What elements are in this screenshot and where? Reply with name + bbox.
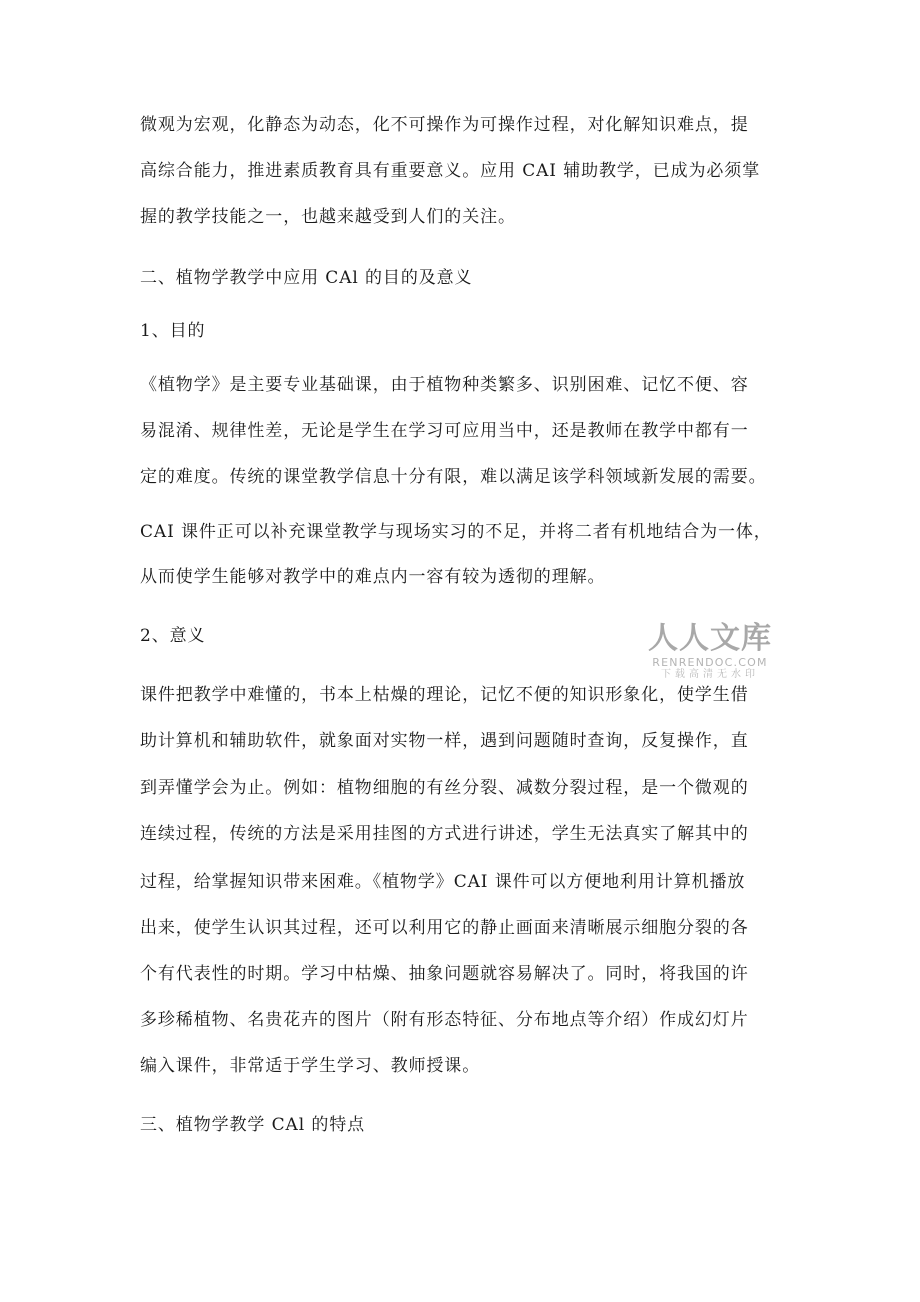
text-line: 连续过程，传统的方法是采用挂图的方式进行讲述，学生无法真实了解其中的 (140, 824, 749, 844)
text-line: 高综合能力，推进素质教育具有重要意义。应用 CAI 辅助教学，已成为必须掌 (140, 161, 761, 181)
watermark-subtitle: 下载高清无水印 (661, 669, 759, 680)
text-line: 到弄懂学会为止。例如：植物细胞的有丝分裂、减数分裂过程，是一个微观的 (140, 778, 749, 798)
text-line: 过程，给掌握知识带来困难。《植物学》CAI 课件可以方便地利用计算机播放 (140, 872, 746, 892)
watermark-url: RENRENDOC.COM (652, 656, 768, 669)
watermark-logo (640, 622, 780, 681)
text-line: 微观为宏观，化静态为动态，化不可操作为可操作过程，对化解知识难点，提 (140, 115, 749, 135)
watermark-title: 人人文库 (648, 621, 772, 656)
text-line: 从而使学生能够对教学中的难点内一容有较为透彻的理解。 (140, 567, 606, 587)
text-line: 易混淆、规律性差，无论是学生在学习可应用当中，还是教师在教学中都有一 (140, 421, 749, 441)
text-line: 助计算机和辅助软件，就象面对实物一样，遇到问题随时查询，反复操作，直 (140, 731, 749, 751)
text-line: 定的难度。传统的课堂教学信息十分有限，难以满足该学科领域新发展的需要。 (140, 467, 767, 487)
subsection-heading: 1、目的 (140, 321, 206, 341)
section-heading: 三、植物学教学 CAl 的特点 (140, 1115, 366, 1135)
text-line: CAI 课件正可以补充课堂教学与现场实习的不足，并将二者有机地结合为一体， (140, 522, 772, 542)
text-line: 出来，使学生认识其过程，还可以利用它的静止画面来清晰展示细胞分裂的各 (140, 918, 749, 938)
section-heading: 二、植物学教学中应用 CAl 的目的及意义 (140, 268, 473, 288)
text-line: 多珍稀植物、名贵花卉的图片（附有形态特征、分布地点等介绍）作成幻灯片 (140, 1010, 749, 1030)
subsection-heading: 2、意义 (140, 626, 206, 646)
text-line: 《植物学》是主要专业基础课，由于植物种类繁多、识别困难、记忆不便、容 (140, 375, 749, 395)
text-line: 编入课件，非常适于学生学习、教师授课。 (140, 1056, 481, 1076)
text-line: 个有代表性的时期。学习中枯燥、抽象问题就容易解决了。同时，将我国的许 (140, 964, 749, 984)
text-line: 握的教学技能之一，也越来越受到人们的关注。 (140, 207, 516, 227)
text-line: 课件把教学中难懂的，书本上枯燥的理论，记忆不便的知识形象化，使学生借 (140, 685, 749, 705)
